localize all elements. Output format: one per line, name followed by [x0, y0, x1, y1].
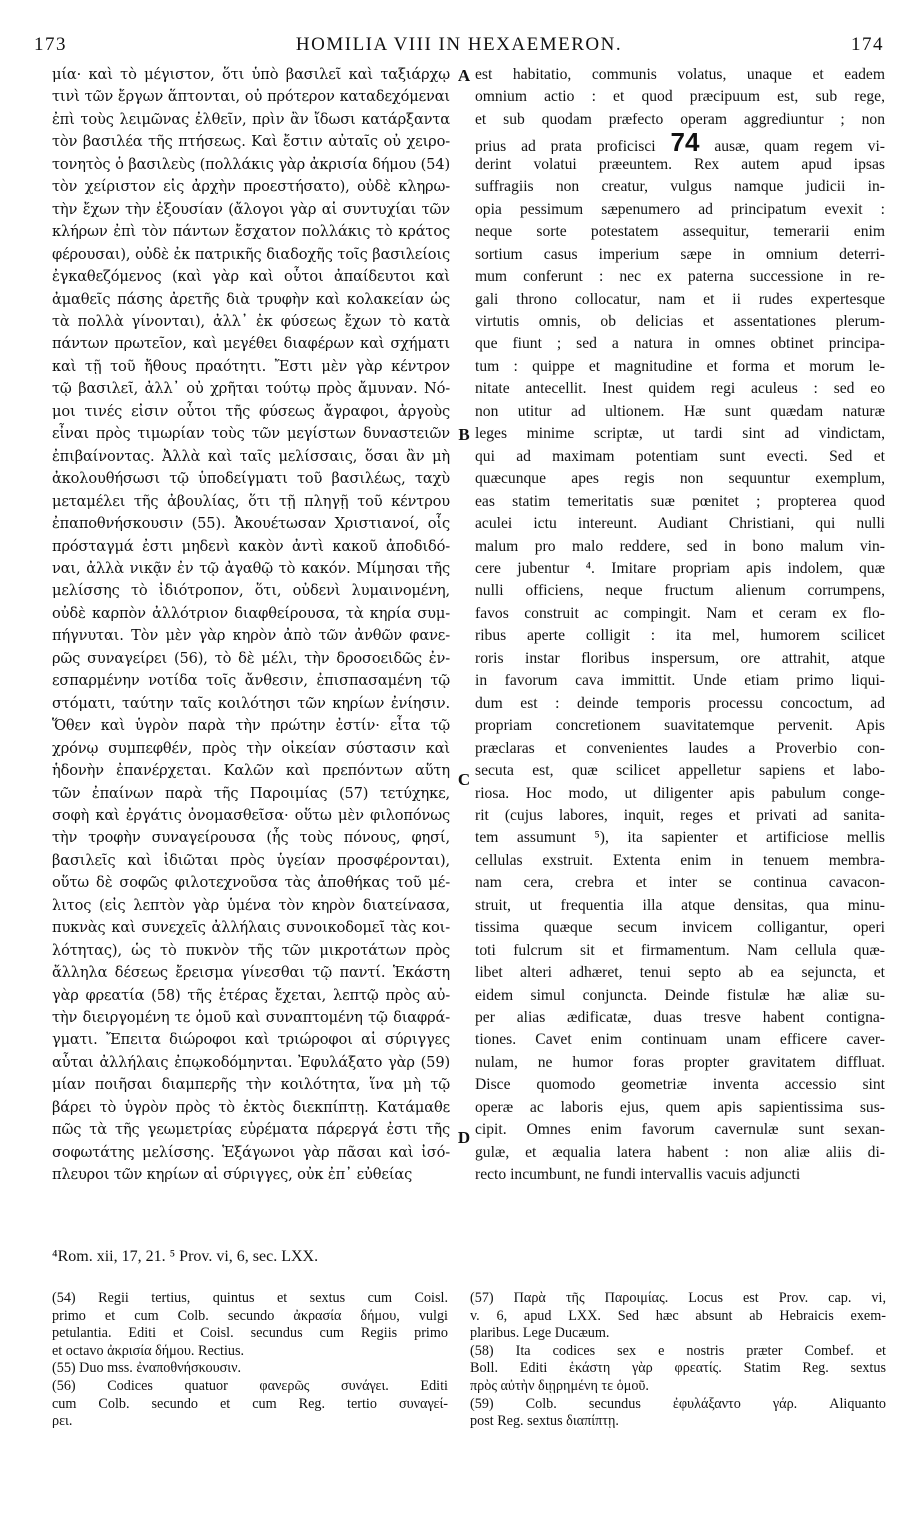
latin-text-line: virtutis omnis, ob delicias et assentationes plerum- [475, 312, 885, 330]
greek-text-line: ἐπαποθνήσκουσιν (55). Ἀκουέτωσαν Χριστιανοί, οἷς [52, 515, 450, 533]
latin-text-line: est habitatio, communis volatus, unaque et eadem [475, 66, 885, 83]
latin-text-line: riosa. Hoc modo, ut diligenter apis pabulum conge- [475, 784, 885, 802]
latin-text-line: nulli officiens, neque fructum alienum corrumpens, [475, 582, 885, 600]
latin-text-line: Disce quomodo geometriæ inventa accessio sint [475, 1076, 885, 1094]
greek-text-line: χρόνῳ συμπεφθέν, πρὸς τὴν οἰκείαν σύστασιν καὶ [52, 739, 450, 757]
greek-text-line: σοφωτάτης μελίσσης. Ἑξάγωνοι γὰρ πᾶσαι καὶ ἰσό- [52, 1143, 450, 1161]
greek-text-line: πάντων πρωτεῖον, καὶ μεγέθει διαφέρων καὶ σχήματι [52, 335, 450, 353]
footnote-line: (59) Colb. secundus ἐφυλάξαντο γάρ. Aliquanto [470, 1395, 886, 1412]
greek-text-line: ἐπὶ τοὺς λειμῶνας ἐλθεῖν, πρὶν ἂν ἴδωσι κατάρξαντα [52, 110, 450, 128]
greek-text-line: ἀκολουθήσωσι τῷ ὑποδείγματι τοῦ βασιλέως, ταχὺ [52, 470, 450, 488]
greek-text-line: λιτος (εἰς λεπτὸν γὰρ ὑμένα τὸν κηρὸν διατείνασα, [52, 896, 450, 914]
greek-text-line: λότητας), ὡς τὸ πυκνὸν τῆς τῶν μικροτάτων πρὸς [52, 941, 450, 959]
footnote-line: (54) Regii tertius, quintus et sextus cum Coisl. [52, 1290, 448, 1306]
latin-text-line: neque sorte potestatem assequitur, temerarii enim [475, 223, 885, 241]
running-title: HOMILIA VIII IN HEXAEMERON. [295, 34, 623, 55]
latin-text-line: qui ad maximam potentiam sunt evecti. Sed et [475, 447, 885, 465]
latin-text-line: dum est : deinde temporis processu concoctum, ad [475, 694, 885, 712]
greek-text-line: ναι, ἀλλὰ νικᾷν ἐν τῷ ἀγαθῷ τὸ κακόν. Μίμησαι τῆς [52, 559, 450, 577]
latin-text-line: suffragiis non creatur, vulgus namque judicii in- [475, 178, 885, 196]
greek-text-line: καὶ τῇ τοῦ ἤθους πραότητι. Ἔστι μὲν γὰρ κέντρον [52, 357, 450, 375]
latin-text-line: mum conferunt : nec ex paterna successione in re- [475, 268, 885, 286]
greek-text-line: ἀμαθεῖς πάσης ἀρετῆς διὰ τρυφὴν καὶ κολακείαν ὡς [52, 290, 450, 308]
latin-text-line: nulam, ne humor foras propter gravitatem diffluat. [475, 1053, 885, 1071]
greek-text-line: φέρουσαι), οὐδὲ ἐκ πατρικῆς διαδοχῆς τοῖς βασιλείοις [52, 245, 450, 263]
footnote-line: cum Colb. secundo et cum Reg. tertio συναγεί- [52, 1395, 448, 1412]
margin-marker-a: A [457, 66, 471, 85]
latin-text-line: operæ ac laboris ejus, quem apis sapientissima sus- [475, 1098, 885, 1116]
latin-text-line: cipit. Omnes enim favorum cavernulæ sunt sexan- [475, 1121, 885, 1139]
greek-text-line: τὴν ἔχων τὴν ἐξουσίαν (ἄλογοι γὰρ αἱ συντυχίαι τῶν [52, 200, 450, 218]
latin-text-line: recto incumbunt, ne fundi intervallis vacuis adjuncti [475, 1166, 801, 1184]
greek-text-line: κλήρων ἐπὶ τὸν πάντων ἔσχατον πολλάκις τὸ κράτος [52, 223, 450, 241]
latin-text-line: cellulas exstruit. Extenta enim in tenuem membra- [475, 851, 885, 869]
greek-text-line: τῶν ἐπαίνων παρὰ τῆς Παροιμίας (57) τετύχηκε, [52, 784, 450, 802]
greek-text-line: μία· καὶ τὸ μέγιστον, ὅτι ὑπὸ βασιλεῖ καὶ ταξιάρχῳ [52, 66, 450, 83]
latin-text-line: gulæ, et æqualia latera habent : non aliæ aliis di- [475, 1143, 885, 1161]
greek-text-line: ἄλληλα δέσεως ἔρεισμα γίνεσθαι τῷ παντί. Ἑκάστη [52, 964, 450, 982]
latin-text-line: gali throno collocatur, nam et ii rudes expertesque [475, 290, 885, 308]
latin-text-line: præclaras et convenientes laudes a Proverbio con- [475, 739, 885, 757]
footnote-line: post Reg. sextus διαπίπτῃ. [470, 1413, 619, 1430]
greek-text-line: ἐπιβαίνοντας. Ἀλλὰ καὶ ταῖς μελίσσαις, ὅσαι ἂν μὴ [52, 447, 450, 465]
greek-text-line: εἶναι πρὸς τιμωρίαν τοὺς τῶν μεγίστων δυναστειῶν [52, 425, 450, 443]
latin-text-line: que fiunt ; sed a natura in omnes obtinet principa- [475, 335, 885, 353]
greek-text-line: γὰρ φρεατία (58) τῆς ἑτέρας ἔχεται, λεπτῷ πρὸς αὐ- [52, 986, 450, 1004]
footnote-line: et octavo ἀκρισία δήμου. Rectius. [52, 1342, 245, 1359]
greek-text-line: ἡδονὴν ἐπανέρχεται. Καλῶν καὶ πρεπόντων αὕτη [52, 762, 450, 780]
latin-text-line: eas statim temeritatis suæ pœnitet ; propterea quod [475, 492, 885, 510]
latin-text-line: et sub quodam præfecto operam aggrediuntur ; non [475, 110, 885, 128]
latin-text-line: libet alteri adhæret, tenui septo ab ea sejuncta, et [475, 964, 885, 982]
latin-text-line: leges minime scriptæ, ut tardi sint ad vindictam, [475, 425, 885, 443]
latin-text-line: malum pro malo reddere, sed in bono malum vin- [475, 537, 885, 555]
greek-text-line: τὸν χείριστον εἰς ἀρχὴν προεστήσατο), οὐδὲ κληρω- [52, 178, 450, 196]
latin-text-line: eidem simul conjuncta. Deinde fistulæ hæ aliæ su- [475, 986, 885, 1004]
latin-text-line: favos construit ac compingit. Nam et ceram ex flo- [475, 604, 885, 622]
latin-text-line: tissima quæque secum invicem colligantur, operi [475, 919, 885, 937]
greek-text-line: τονητὸς ὁ βασιλεὺς (πολλάκις γὰρ ἀκρισία δήμου (54) [52, 155, 450, 173]
margin-marker-c: C [457, 770, 471, 789]
column-number: 74 [670, 131, 700, 154]
footnote [52, 1378, 448, 1431]
scripture-sources: ⁴Rom. xii, 17, 21. ⁵ Prov. vi, 6, sec. LXX. [52, 1248, 319, 1265]
footnote [52, 1360, 448, 1378]
greek-text-line: τὸν βασιλέα τῆς πτήσεως. Καὶ ἔστιν αὐταῖς οὐ χειρο- [52, 133, 450, 151]
latin-text-column [475, 64, 885, 1187]
footnote-line: Boll. Editi ἑκάστη γὰρ φρεατίς. Statim Reg. sextus [470, 1360, 886, 1377]
latin-text-line: non utitur ad ultionem. Hæ sunt quædam naturæ [475, 402, 885, 420]
greek-text-line: μίαν ποιῆσαι διαμπερῆς τὴν κοιλότητα, ἵνα μὴ τῷ [52, 1076, 450, 1094]
greek-text-line: οὐδὲ καρπὸν ἀλλότριον διαφθείρουσα, τὰ κηρία συμ- [52, 604, 450, 622]
footnote-line: primo et cum Colb. secundo ἀκρασία δήμου, vulgi [52, 1307, 448, 1324]
latin-text-line: nitate antecellit. Inest quidem regi aculeus : sed eo [475, 380, 885, 398]
latin-text-line: tum : quippe et magnitudine et forma et morum le- [475, 357, 885, 375]
footnotes-left [52, 1290, 448, 1431]
greek-text-line: τὴν τροφὴν συναγείρουσα (ἧς τοὺς πόνους, φησί, [52, 829, 450, 847]
footnote-line: πρὸς αὐτὴν διῃρημένη τε ὁμοῦ. [470, 1377, 649, 1394]
footnote [470, 1290, 886, 1343]
latin-text-line: cere jubentur ⁴. Imitare propriam apis indolem, quæ [475, 559, 885, 577]
latin-text-line: omnium actio : et quod præcipuum est, sub rege, [475, 88, 885, 106]
footnote-line: v. 6, apud LXX. Sed hæc absunt ab Hebraicis exem- [470, 1307, 886, 1324]
greek-text-line: τινὶ τῶν ἔργων ἅπτονται, οὐ πρότερον καταδεχόμεναι [52, 88, 450, 106]
greek-text-line: μεταμέλει τῆς ἀβουλίας, ὅτι τῇ πληγῇ τοῦ κέντρου [52, 492, 450, 510]
latin-text-line: secuta est, quæ scilicet appelletur sapiens et labo- [475, 762, 885, 780]
latin-text-line: derint volatui præeuntem. Rex autem apud ipsas [475, 155, 885, 173]
running-header [34, 28, 884, 62]
greek-text-line: ἐγκαθεζόμενος (καὶ γὰρ καὶ οὗτοι ἀπαίδευτοι καὶ [52, 268, 450, 286]
greek-text-column [52, 64, 450, 1187]
footnote-line: (57) Παρὰ τῆς Παροιμίας. Locus est Prov. cap. vi, [470, 1290, 886, 1306]
greek-text-line: μοι τινές εἰσιν οὗτοι τῆς φύσεως ἄγραφοι, ἀργοὺς [52, 402, 450, 420]
page-number-right: 174 [851, 34, 884, 55]
latin-text-line: opia pessimum sæpenumero ad principatum evexit : [475, 200, 885, 218]
latin-text-line: in favorum cava immittit. Unde etiam primo liqui- [475, 672, 885, 690]
latin-text-line: per alias ædificatæ, duas tresve habent contigna- [475, 1009, 885, 1027]
greek-text-line: εσπαρμένην νοτίδα τοῖς ἄνθεσιν, ἐπισπασαμένη τῷ [52, 672, 450, 690]
footnote-line: (56) Codices quatuor φανερῶς συνάγει. Editi [52, 1377, 448, 1394]
latin-text-line: propriam concretionem suavitatemque pervenit. Apis [475, 717, 885, 735]
latin-text-line: toti fulcrum sit et firmamentum. Nam cellula quæ- [475, 941, 885, 959]
footnote-line: (55) Duo mss. ἐναποθνήσκουσιν. [52, 1360, 242, 1377]
greek-text-line: αὗται ἀλλήλαις ἐπῳκοδόμηνται. Ἐφυλάξατο γὰρ (59) [52, 1053, 450, 1071]
greek-text-line: πήγνυται. Τὸν μὲν γὰρ κηρὸν ἀπὸ τῶν ἀνθῶν φανε- [52, 627, 450, 645]
page-number-left: 173 [34, 34, 67, 55]
greek-text-line: βάρει τὸ ὑγρὸν πρὸς τὸ ἐκτὸς διεκπίπτῃ. Κατάμαθε [52, 1098, 450, 1116]
latin-text-line: sortium casus imperium sæpe in omnium deterri- [475, 245, 885, 263]
greek-text-line: γματι. Ἔπειτα διώροφοι καὶ τριώροφοι αἱ σύριγγες [52, 1031, 450, 1049]
latin-text-line: struit, ut frequentia illa atque densitas, qua minu- [475, 896, 885, 914]
margin-marker-b: B [458, 425, 470, 444]
latin-text-line: prius ad prata proficisci 74 ausæ, quam regem vi- [475, 131, 885, 153]
greek-text-line: ρῶς συναγείρει (56), τὸ δὲ μέλι, τὴν δροσοειδῶς ἐν- [52, 649, 450, 667]
footnote-line: ρει. [52, 1413, 73, 1430]
latin-text-line: nam cera, crebra et inter se continua cavacon- [475, 874, 885, 892]
latin-text-line: ribus aperte colligit : ita mel, humorem scilicet [475, 627, 885, 645]
margin-marker-d: D [457, 1128, 471, 1147]
greek-text-line: μελίσσης τὸ ἰδιότροπον, ὅτι, οὐδενὶ λυμαινομένη, [52, 582, 450, 600]
latin-text-line: tem assumunt ⁵), ita sapienter et artificiose mellis [475, 829, 885, 847]
latin-text-line: tiones. Cavet enim continuam unam efficere caver- [475, 1031, 885, 1049]
greek-text-line: τὴν διειργομένη τε ὁμοῦ καὶ συναπτομένη τῷ διαφρά- [52, 1009, 450, 1027]
greek-text-line: πλευροι τῶν κηρίων αἱ σύριγγες, οὐκ ἐπ᾽ εὐθείας [52, 1166, 413, 1184]
greek-text-line: πρόσταγμά ἐστι μηδενὶ κακὸν ἀντὶ κακοῦ ἀποδιδό- [52, 537, 450, 555]
greek-text-line: πυκνὰς καὶ συνεχεῖς ἀλλήλαις συνοικοδομεῖ τὰς κοι- [52, 919, 450, 937]
latin-text-line: rit (cujus labores, inquit, reges et privati ad sanita- [475, 806, 885, 824]
latin-text-line: roris instar floribus inspersum, ore attrahit, atque [475, 649, 885, 667]
latin-text-line: quæcunque apes regis non sequuntur exemplum, [475, 470, 885, 488]
greek-text-line: στόματι, ταύτην ταῖς κοιλότησι τῶν κηρίων ἐνίησιν. [52, 694, 450, 712]
footnote [470, 1396, 886, 1431]
greek-text-line: βασιλεῖς καὶ ἰδιῶται πρὸς ὑγείαν προσφέρονται), [52, 851, 450, 869]
greek-text-line: σοφὴ καὶ ἐργάτις ὀνομασθεῖσα· οὕτω μὲν φιλοπόνως [52, 806, 450, 824]
latin-line-tail: ausæ, quam regem vi- [699, 138, 885, 154]
greek-text-line: πῶς τὰ τῆς γεωμετρίας εὑρέματα πάρεργά ἐστι τῆς [52, 1121, 450, 1139]
greek-text-line: Ὅθεν καὶ ὑγρὸν παρὰ τὴν πρώτην ἐστίν· εἶτα τῷ [52, 717, 450, 735]
footnote [52, 1290, 448, 1360]
footnote [470, 1343, 886, 1396]
greek-text-line: τῷ βασιλεῖ, ἀλλ᾽ οὐ χρῆται τούτῳ πρὸς ἄμυναν. Νό- [52, 380, 450, 398]
greek-text-line: οὕτω δὲ σοφῶς φιλοτεχνοῦσα τὰς ἀποθήκας τοῦ μέ- [52, 874, 450, 892]
footnotes-right [470, 1290, 886, 1431]
footnote-line: plaribus. Lege Ducæum. [470, 1325, 610, 1342]
footnote-line: (58) Ita codices sex e nostris præter Combef. et [470, 1342, 886, 1359]
latin-text-line: aculei ictu intereunt. Audiant Christiani, qui nulli [475, 515, 885, 533]
footnote-line: petulantia. Editi et Coisl. secundus cum Regiis primo [52, 1325, 448, 1342]
greek-text-line: τὰ πολλὰ γίνονται), ἀλλ᾽ ἐκ φύσεως ἔχων τὸ κατὰ [52, 312, 450, 330]
